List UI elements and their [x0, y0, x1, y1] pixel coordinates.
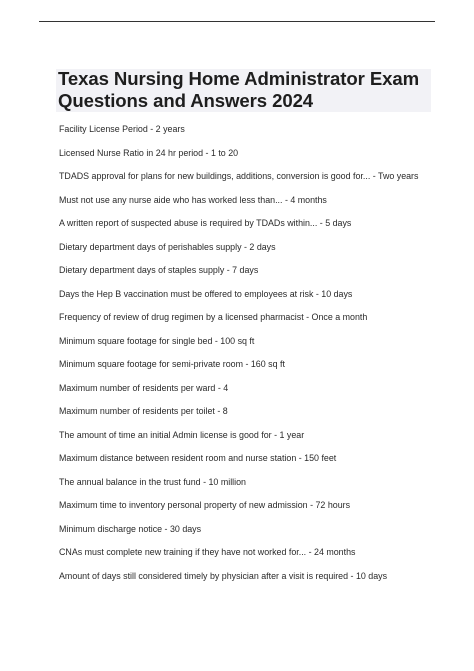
qa-item: Facility License Period - 2 years: [59, 124, 185, 134]
qa-item: CNAs must complete new training if they have not worked for... - 24 months: [59, 547, 356, 557]
qa-item: TDADS approval for plans for new buildings, additions, conversion is good for... - Two years: [59, 171, 419, 181]
qa-item: The amount of time an initial Admin license is good for - 1 year: [59, 429, 305, 440]
qa-list: [59, 124, 431, 594]
qa-item: Maximum number of residents per ward - 4: [59, 382, 229, 393]
qa-item: Dietary department days of staples supply - 7 days: [59, 265, 259, 275]
qa-item: Licensed Nurse Ratio in 24 hr period - 1 to 20: [59, 147, 239, 158]
qa-item: Amount of days still considered timely by physician after a visit is required - 10 days: [59, 570, 388, 581]
qa-item: Maximum number of residents per toilet - 8: [59, 406, 228, 416]
qa-item: The annual balance in the trust fund - 10 million: [59, 476, 246, 487]
qa-item: Dietary department days of perishables supply - 2 days: [59, 241, 276, 252]
qa-item: Frequency of review of drug regimen by a licensed pharmacist - Once a month: [59, 312, 368, 322]
qa-item: A written report of suspected abuse is required by TDADs within... - 5 days: [59, 218, 352, 228]
top-divider: [39, 21, 435, 22]
document-title: Texas Nursing Home Administrator Exam Questions and Answers 2024: [58, 68, 420, 111]
qa-item: Minimum square footage for single bed - 100 sq ft: [59, 335, 255, 346]
qa-item: Days the Hep B vaccination must be offered to employees at risk - 10 days: [59, 288, 353, 299]
qa-item: Must not use any nurse aide who has worked less than... - 4 months: [59, 194, 327, 205]
qa-item: Minimum discharge notice - 30 days: [59, 523, 202, 534]
qa-item: Maximum distance between resident room and nurse station - 150 feet: [59, 453, 337, 463]
qa-item: Maximum time to inventory personal property of new admission - 72 hours: [59, 500, 351, 510]
qa-item: Minimum square footage for semi-private room - 160 sq ft: [59, 359, 285, 369]
